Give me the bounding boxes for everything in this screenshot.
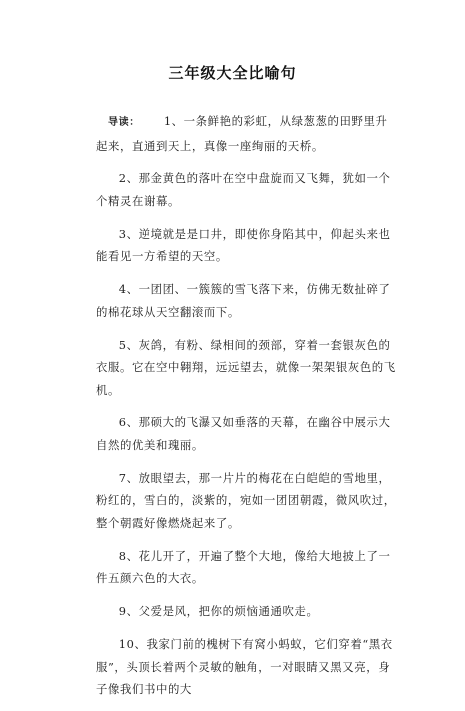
paragraph: 5、灰鸽，有粉、绿相间的颈部，穿着一套银灰色的衣服。它在空中翱翔，远远望去，就像一架架银灰色的飞机。 — [96, 337, 396, 397]
lead-label: 导读： — [108, 117, 140, 128]
paragraph: 8、花儿开了，开遍了整个大地，像给大地披上了一件五颜六色的大衣。 — [96, 548, 391, 586]
paragraph: 7、放眼望去，那一片片的梅花在白皑皑的雪地里，粉红的，雪白的，淡紫的，宛如一团团朝霞，微风吹过，整个朝霞好像燃烧起来了。 — [96, 470, 396, 531]
document-title: 三年级大全比喻句 — [168, 64, 297, 82]
paragraph: 3、逆境就是是口井，即使你身陷其中，仰起头来也能看见一方希望的天空。 — [96, 226, 391, 264]
paragraph: 6、那硕大的飞瀑又如垂落的天幕，在幽谷中展示大自然的优美和瑰丽。 — [96, 415, 391, 453]
paragraph-text: 1、一条鲜艳的彩虹，从绿葱葱的田野里升起来，直通到天上，真像一座绚丽的天桥。 — [96, 114, 388, 153]
paragraph: 4、一团团、一簇簇的雪飞落下来，仿佛无数扯碎了的棉花球从天空翻滚而下。 — [96, 282, 391, 319]
paragraph: 10、我家门前的槐树下有窝小蚂蚁，它们穿着“黑衣服”，头顶长着两个灵敏的触角，一对眼睛又黑又亮，身子像我们书中的大 — [96, 636, 393, 697]
paragraph: 9、父爱是风，把你的烦恼通通吹走。 — [118, 604, 319, 619]
paragraph — [96, 110, 396, 157]
paragraph: 2、那金黄色的落叶在空中盘旋而又飞舞，犹如一个个精灵在谢幕。 — [96, 171, 391, 208]
document-body — [96, 110, 396, 711]
